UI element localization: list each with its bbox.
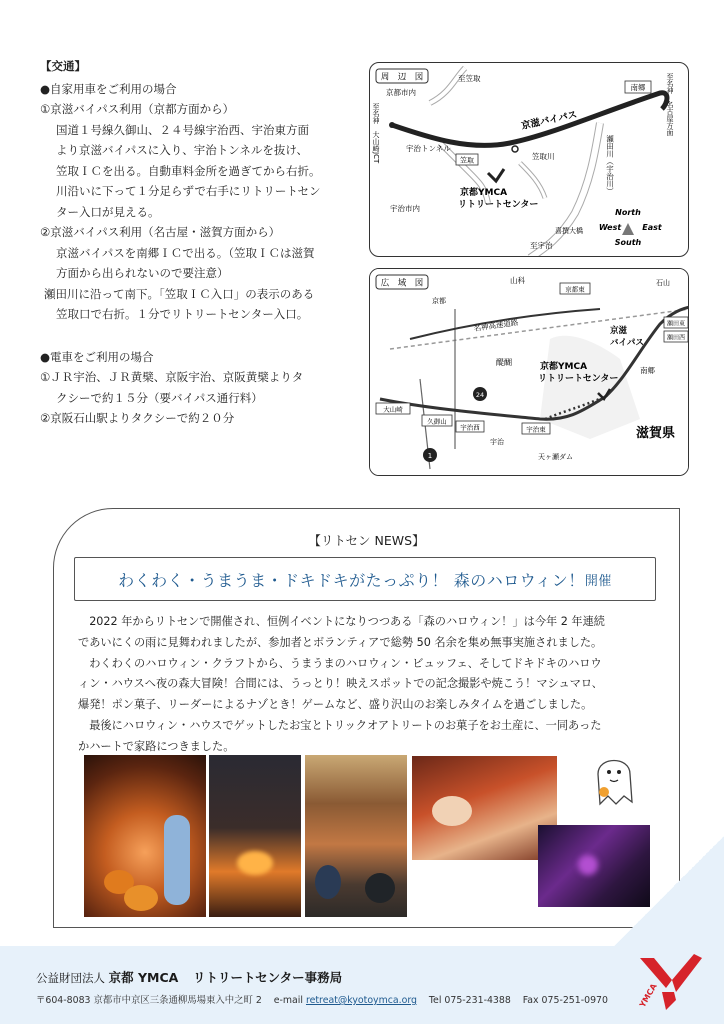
ghost-icon	[590, 748, 638, 810]
news-headline	[74, 557, 656, 601]
footer	[0, 946, 724, 1024]
map-place: 瀬田川（宇治川）	[605, 135, 615, 195]
news-headline-tail: 開催	[584, 573, 612, 589]
car-line: ②京滋バイパス利用（名古屋・滋賀方面から）	[40, 225, 281, 239]
map-place: 至宇治	[530, 241, 553, 250]
map-place: 瀬田東	[666, 320, 686, 328]
map-place: 笠取川	[532, 152, 555, 161]
news-body	[78, 612, 668, 758]
car-line: 京滋バイパスを南郷ＩＣで出る。（笠取ＩＣは滋賀	[56, 245, 315, 260]
map-place: 醍醐	[496, 358, 512, 367]
map-place: 石山	[656, 279, 670, 287]
svg-text:East: East	[642, 223, 662, 232]
transport-title: 【交通】	[40, 59, 86, 73]
car-heading: ●自家用車をご利用の場合	[40, 81, 177, 96]
map-place: バイパス	[610, 338, 644, 348]
train-heading: ●電車をご利用の場合	[40, 349, 154, 364]
map-place: 天ヶ瀬ダム	[538, 453, 573, 461]
map-place: 喜撰大橋	[555, 227, 583, 235]
map-place: 宇治トンネル	[406, 144, 451, 153]
map-place: 京都東	[565, 285, 585, 294]
car-line: 笠取ＩＣを出る。自動車料金所を過ぎてから右折。	[56, 163, 321, 178]
train-line: ①ＪＲ宇治、ＪＲ黄檗、京阪宇治、京阪黄檗よりタ	[40, 370, 304, 384]
map-place: 滋賀県	[636, 426, 676, 441]
car-line: 方面から出られないので要注意）	[56, 266, 229, 280]
car-line: 瀬田川に沿って南下。「笠取ＩＣ入口」の表示のある	[44, 286, 315, 301]
news-label: 【リトセン NEWS】	[308, 533, 425, 548]
map-place: 宇治	[490, 438, 504, 446]
footer-org-name: 京都 YMCA	[108, 970, 179, 985]
map-place: 京都	[432, 297, 446, 305]
footer-tel: Tel 075-231-4388	[428, 995, 511, 1006]
map-place: 宇治市内	[390, 204, 420, 213]
wide-area-map	[369, 268, 689, 476]
footer-org	[36, 968, 342, 986]
news-headline-main: わくわく・うまうま・ドキドキがたっぷり！ 森のハロウィン！	[118, 570, 585, 590]
footer-email-link[interactable]: retreat@kyotoymca.org	[305, 995, 417, 1006]
map-place: 宇治東	[526, 425, 546, 434]
train-line: クシーで約１５分（要バイパス通行料）	[56, 390, 263, 405]
map-place: 京都市内	[386, 88, 416, 97]
map-place: 宇治西	[460, 423, 480, 432]
footer-fax: Fax 075-251-0970	[522, 995, 608, 1006]
news-paragraph-line: であいにくの雨に見舞われましたが、参加者とボランティアで総勢 50 名余を集め無事実施されました。	[78, 635, 603, 649]
halloween-photo-marshmallow	[209, 755, 301, 917]
car-line: 国道１号線久御山、２４号線宇治西、宇治東方面	[56, 122, 309, 137]
map-near-label: 周 辺 図	[380, 72, 424, 83]
map-wide-label: 広 域 図	[380, 278, 424, 289]
map-place: 名神高速道路	[473, 317, 519, 333]
car-line: 川沿いに下って１分足らずで右手にリトリートセン	[56, 184, 321, 198]
news-paragraph-line: 2022 年からリトセンで開催され、恒例イベントになりつつある「森のハロウィン！」は今年 2 年連続	[78, 615, 605, 628]
news-paragraph-line: わくわくのハロウィン・クラフトから、うまうまのハロウィン・ビュッフェ、そしてドキドキのハロウ	[78, 656, 602, 670]
map-place: 南郷	[630, 83, 646, 92]
footer-org-prefix: 公益財団法人	[36, 971, 105, 985]
map-place: 京滋	[610, 326, 628, 336]
car-line: 笠取口で右折。１分でリトリートセンター入口。	[56, 307, 309, 321]
halloween-photo-party	[305, 755, 407, 917]
footer-address-line	[36, 992, 608, 1006]
news-paragraph-line: ィン・ハウスへ夜の森大冒険！合間には、うっとり！映えスポットでの記念撮影や焼こう！マシュマロ、	[78, 677, 603, 691]
map-place: 京都YMCA	[460, 188, 508, 198]
map-place: リトリートセンター	[538, 374, 619, 384]
halloween-photo-craft	[412, 756, 557, 860]
map-place: 至名神 名古屋方面	[666, 73, 674, 136]
svg-text:South: South	[614, 238, 642, 247]
news-paragraph-line: 爆発！ポン菓子、リーダーによるナゾとき！ゲームなど、盛り沢山のお楽しみタイムを過ごしました。	[78, 698, 593, 712]
map-place: 瀬田西	[666, 334, 686, 342]
map-place: 大山崎	[383, 405, 403, 414]
map-place: 笠取	[460, 156, 474, 165]
svg-text:North: North	[615, 208, 641, 217]
halloween-photo-stage	[84, 755, 206, 917]
map-place: 南郷	[640, 366, 655, 375]
svg-text:YMCA: YMCA	[637, 982, 659, 1009]
news-paragraph-line: 最後にハロウィン・ハウスでゲットしたお宝とトリックオアトリートのお菓子をお土産に、一同あった	[78, 718, 602, 732]
map-place: 久御山	[427, 417, 447, 426]
footer-address: 〒604-8083 京都市中京区三条通柳馬場東入中之町 2	[36, 995, 262, 1006]
route-1-badge: 1	[427, 452, 433, 460]
map-place: 至名神 大山崎JCT	[372, 103, 380, 164]
footer-office: リトリートセンター事務局	[192, 970, 343, 985]
map-place: 至笠取	[458, 74, 481, 83]
ymca-logo	[636, 952, 706, 1012]
car-line: より京滋バイパスに入り、宇治トンネルを抜け、	[56, 143, 308, 157]
svg-text:West: West	[598, 223, 622, 232]
car-line: ①京滋バイパス利用（京都方面から）	[40, 102, 235, 116]
map-place: 京滋バイパス	[520, 109, 579, 132]
map-place: 京都YMCA	[540, 362, 588, 372]
nearby-map	[369, 62, 689, 257]
map-place: 山科	[510, 276, 525, 285]
transport-section	[40, 56, 370, 429]
footer-email-label: e-mail	[273, 995, 303, 1006]
route-24-badge: 24	[475, 391, 485, 399]
car-line: ター入口が見える。	[56, 204, 160, 219]
news-paragraph-line: かハートで家路につきました。	[78, 739, 235, 753]
train-line: ②京阪石山駅よりタクシーで約２０分	[40, 411, 235, 425]
compass-icon	[599, 208, 663, 247]
map-place: リトリートセンター	[458, 200, 539, 210]
